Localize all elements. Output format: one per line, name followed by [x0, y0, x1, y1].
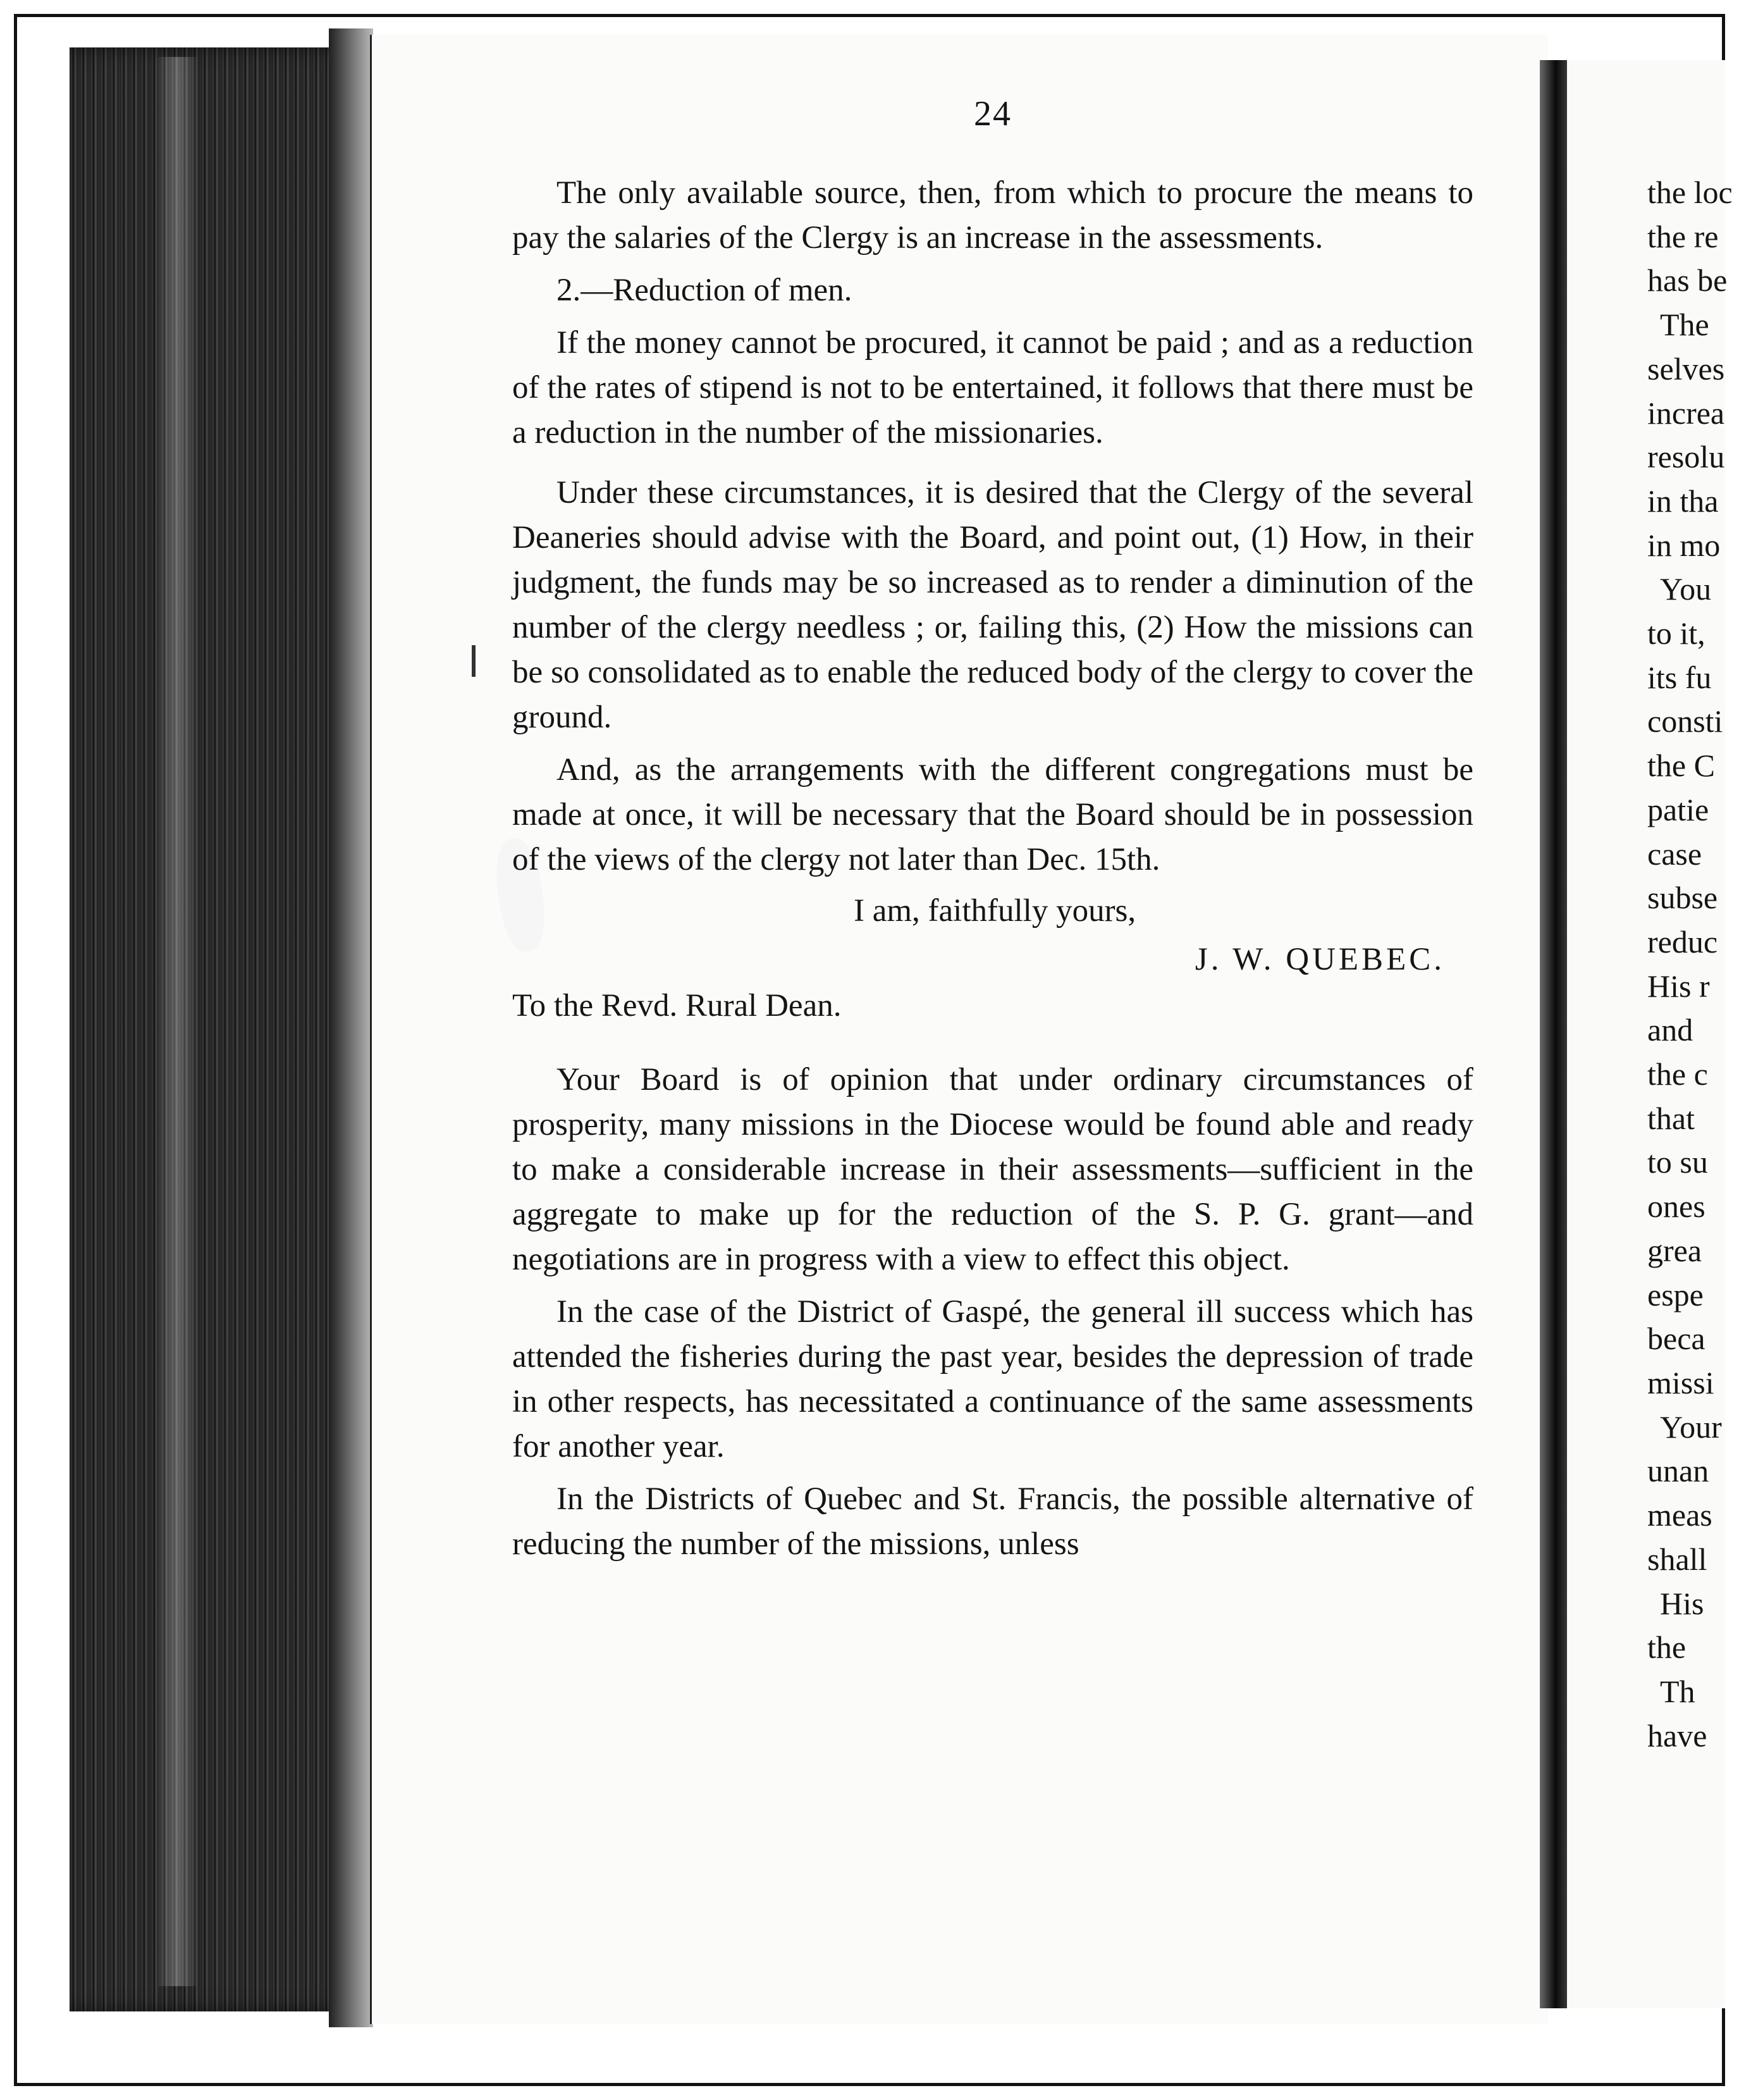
right-line: the loc — [1647, 175, 1733, 210]
right-line: Th — [1660, 1673, 1695, 1709]
right-line: case — [1647, 836, 1702, 872]
right-line: the c — [1647, 1056, 1708, 1092]
right-line: that — [1647, 1100, 1695, 1136]
right-line: increa — [1647, 395, 1725, 431]
paragraph-board-opinion: Your Board is of opinion that under ordinary circumstances of prosperity, many missions in the Diocese would be found able and ready to make a considerable increase in their assessments—sufficient in the aggregate to make up for the reduction of the S. P. G. grant—and negotiations are in progress with a view to effect this object. — [512, 1062, 1473, 1277]
right-line: and — [1647, 1012, 1693, 1048]
paragraph-quebec-st-francis: In the Districts of Quebec and St. Francis, the possible alternative of reducing the number of the missions, unless — [512, 1481, 1473, 1562]
right-line: have — [1647, 1717, 1707, 1753]
right-page-text — [1647, 171, 1733, 1758]
right-line: to it, — [1647, 615, 1705, 652]
right-line: ones — [1647, 1189, 1705, 1225]
letter-addressee: To the Revd. Rural Dean. — [512, 988, 842, 1023]
paragraph-circumstances: Under these circumstances, it is desired that the Clergy of the several Deaneries should advise with the Board, and point out, (1) How, in their judgment, the funds may be so increased as to render a diminution of the number of the clergy needless ; or, failing this, (2) How the missions can be so consolidated as to enable the reduced body of the clergy to cover the ground. — [512, 475, 1473, 735]
paragraph-salaries: The only available source, then, from which to procure the means to pay the salaries of the Clergy is an increase in the assessments. — [512, 175, 1473, 256]
right-line: shall — [1647, 1541, 1707, 1577]
right-line: patie — [1647, 791, 1709, 827]
page-edge-highlight — [158, 57, 196, 1986]
book-gutter — [1540, 60, 1568, 2008]
right-line: espe — [1647, 1276, 1704, 1312]
right-line: the re — [1647, 218, 1719, 254]
right-line: meas — [1647, 1497, 1712, 1533]
right-line: the — [1647, 1629, 1687, 1665]
right-line: to su — [1647, 1144, 1708, 1180]
paragraph-money: If the money cannot be procured, it cannot be paid ; and as a reduction of the rates of stipend is not to be entertained, it follows that there must be a reduction in the number of the missionaries. — [512, 325, 1473, 450]
right-line: in mo — [1647, 527, 1721, 563]
right-line: Your — [1660, 1409, 1722, 1445]
right-line: selves — [1647, 350, 1725, 386]
right-line: has be — [1647, 262, 1728, 299]
right-line: grea — [1647, 1232, 1702, 1268]
page-number: 24 — [974, 94, 1012, 133]
right-line: unan — [1647, 1453, 1709, 1489]
page-binding-shadow — [329, 28, 373, 2027]
paragraph-arrangements: And, as the arrangements with the different congregations must be made at once, it will be necessary that the Board should be in possession of the views of the clergy not later than Dec. 15th. — [512, 752, 1473, 877]
right-line: in tha — [1647, 483, 1719, 519]
right-line: its fu — [1647, 659, 1712, 695]
letter-signature: J. W. QUEBEC. — [1195, 942, 1445, 977]
right-line: the C — [1647, 748, 1715, 784]
right-line: consti — [1647, 703, 1723, 739]
book-page-edges — [70, 47, 370, 2011]
right-line: missi — [1647, 1364, 1714, 1400]
right-line: resolu — [1647, 439, 1725, 475]
paragraph-gaspe: In the case of the District of Gaspé, the general ill success which has attended the fisheries during the past year, besides the depression of trade in other respects, has necessitated a continuance of the same assessments for another year. — [512, 1294, 1473, 1464]
right-line: You — [1660, 571, 1712, 607]
heading-reduction-of-men: 2.—Reduction of men. — [556, 273, 852, 308]
right-line: beca — [1647, 1321, 1705, 1357]
right-line: reduc — [1647, 923, 1718, 960]
letter-closing: I am, faithfully yours, — [854, 893, 1136, 929]
right-line: His r — [1647, 968, 1710, 1004]
margin-mark — [472, 645, 476, 677]
right-line: The — [1660, 307, 1709, 343]
page-text — [512, 171, 1473, 1567]
right-line: subse — [1647, 880, 1718, 916]
right-line: His — [1660, 1585, 1704, 1621]
